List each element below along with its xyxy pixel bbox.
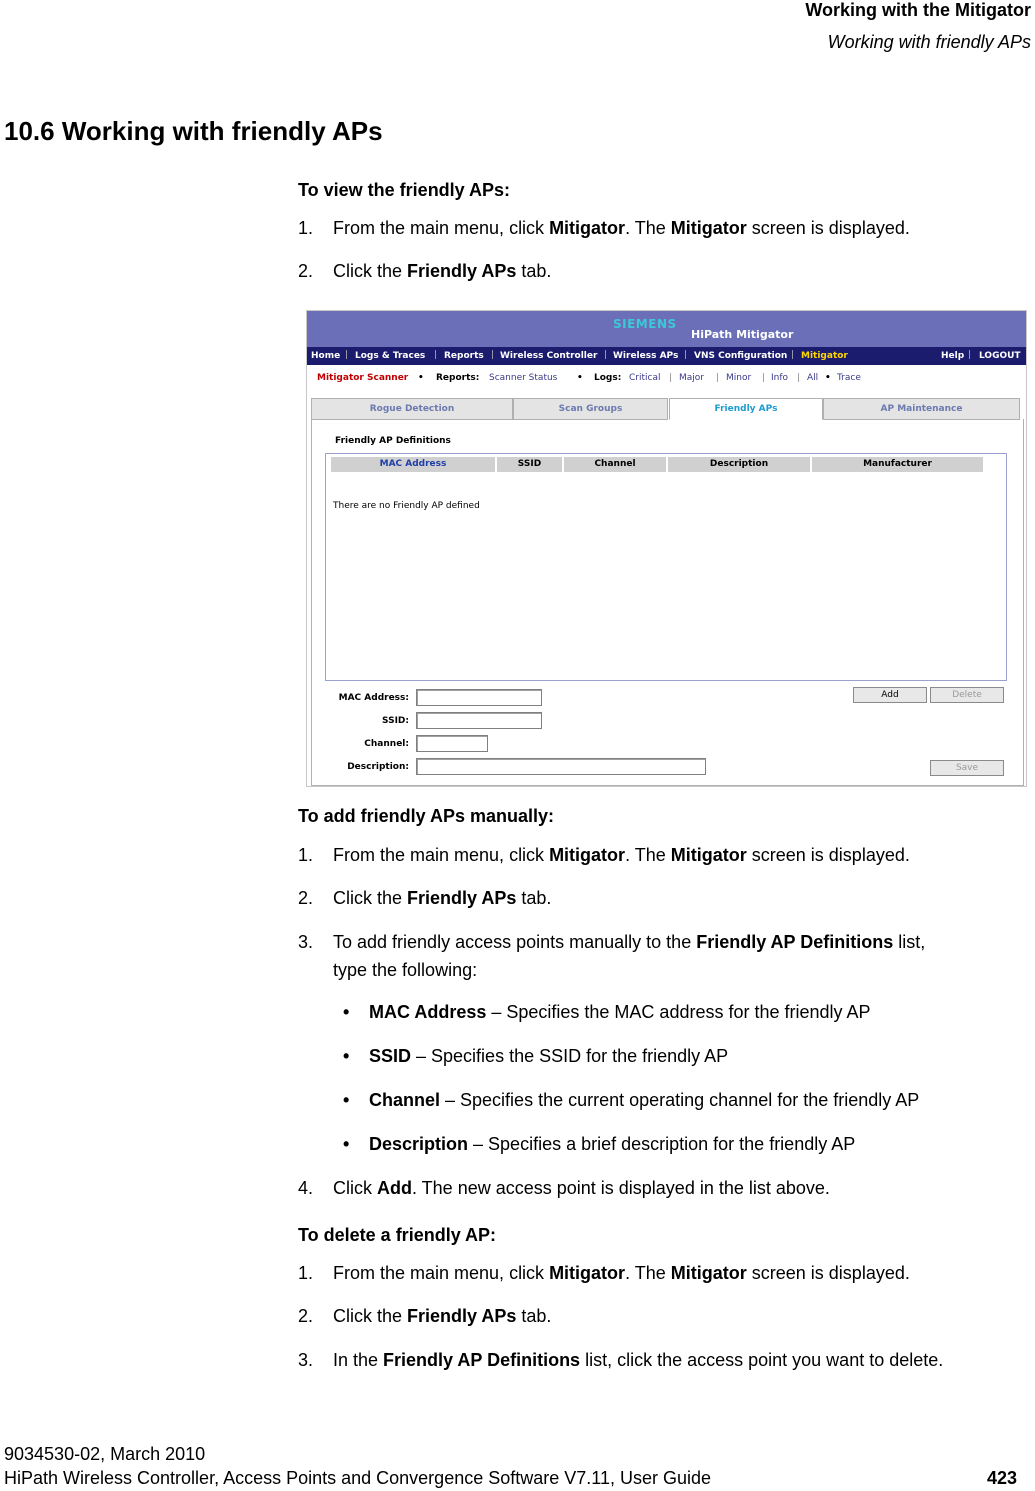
add-step-2 — [298, 884, 1033, 912]
delete-step-1 — [298, 1259, 1033, 1287]
step-number: 3. — [298, 932, 314, 952]
ui-term: Friendly AP Definitions — [383, 1350, 581, 1370]
section-title: 10.6 Working with friendly APs — [4, 116, 383, 146]
add-step-3 — [298, 928, 1033, 984]
subnav-bullet: • — [577, 373, 583, 383]
main-nav: Home | Logs & Traces | Reports | Wireless Controller | Wireless APs | VNS Configuration | Mitigator Help | LOGOUT — [307, 347, 1026, 365]
delete-button[interactable]: Delete — [930, 687, 1004, 703]
step-text: . The — [625, 1263, 671, 1283]
running-header-title: Working with the Mitigator — [805, 0, 1031, 20]
page-number: 423 — [986, 1468, 1017, 1488]
step-text: list, — [893, 932, 926, 952]
step-number: 2. — [298, 261, 314, 281]
ui-term: Friendly AP Definitions — [696, 932, 894, 952]
step-text: Click the — [333, 888, 408, 908]
step-text: In the — [333, 1350, 384, 1370]
bullet-mac-address — [343, 1002, 871, 1023]
bullet-dot: • — [343, 1002, 350, 1022]
step-number: 1. — [298, 845, 314, 865]
ui-term: SSID — [369, 1046, 412, 1066]
add-step-1 — [298, 841, 1033, 869]
bullet-dot: • — [343, 1134, 350, 1154]
step-text: screen is displayed. — [746, 218, 910, 238]
ui-term: Mitigator — [670, 1263, 747, 1283]
subnav-mitigator-scanner[interactable]: Mitigator Scanner — [317, 373, 409, 383]
add-step-4 — [298, 1174, 1033, 1202]
step-text: tab. — [516, 261, 552, 281]
step-text: tab. — [516, 1306, 552, 1326]
nav-wireless-controller[interactable]: Wireless Controller — [500, 351, 598, 361]
step-number: 2. — [298, 1306, 314, 1326]
subnav-all[interactable]: All — [807, 373, 819, 383]
step-number: 1. — [298, 1263, 314, 1283]
subnav-major[interactable]: Major — [679, 373, 704, 383]
subnav-info[interactable]: Info — [771, 373, 789, 383]
delete-heading: To delete a friendly AP: — [298, 1225, 497, 1245]
nav-wireless-aps[interactable]: Wireless APs — [613, 351, 679, 361]
view-step-1 — [298, 214, 1033, 242]
bullet-description — [343, 1134, 855, 1155]
subnav-minor[interactable]: Minor — [726, 373, 752, 383]
ui-term: MAC Address — [369, 1002, 487, 1022]
subnav-logs-label: Logs: — [594, 373, 622, 383]
ui-term: Friendly APs — [407, 888, 517, 908]
step-number: 2. — [298, 888, 314, 908]
subnav-reports-label: Reports: — [436, 373, 480, 383]
step-text: . The new access point is displayed in the list above. — [412, 1178, 830, 1198]
column-mac-address[interactable]: MAC Address — [331, 457, 495, 472]
step-text: Click — [333, 1178, 377, 1198]
nav-reports[interactable]: Reports — [444, 351, 484, 361]
step-text: screen is displayed. — [746, 1263, 910, 1283]
bullet-ssid — [343, 1046, 728, 1067]
delete-step-3 — [298, 1346, 1033, 1374]
add-button[interactable]: Add — [853, 687, 927, 703]
footer-guide-title: HiPath Wireless Controller, Access Points and Convergence Software V7.11, User Guide — [4, 1468, 712, 1488]
tab-friendly-aps[interactable]: Friendly APs — [669, 398, 823, 420]
ui-term: Add — [377, 1178, 412, 1198]
subnav-bullet: • — [418, 373, 424, 383]
channel-input[interactable] — [416, 735, 488, 752]
step-number: 3. — [298, 1350, 314, 1370]
step-text: From the main menu, click — [333, 1263, 550, 1283]
step-text: . The — [625, 845, 671, 865]
view-step-2 — [298, 257, 1033, 285]
step-text: list, click the access point you want to delete. — [580, 1350, 944, 1370]
bullet-dot: • — [343, 1046, 350, 1066]
nav-logout[interactable]: LOGOUT — [979, 351, 1021, 361]
view-heading: To view the friendly APs: — [298, 180, 511, 200]
sub-nav: Mitigator Scanner • Reports: Scanner Status • Logs: Critical | Major | Minor | Info | All • Trace — [317, 373, 861, 383]
product-name: HiPath Mitigator — [691, 328, 794, 341]
ui-term: Friendly APs — [407, 1306, 517, 1326]
step-text: From the main menu, click — [333, 845, 550, 865]
bullet-text: – Specifies a brief description for the friendly AP — [468, 1134, 856, 1154]
tab-scan-groups[interactable]: Scan Groups — [513, 398, 668, 420]
ui-term: Mitigator — [549, 1263, 626, 1283]
subnav-bullet: • — [825, 373, 831, 383]
running-header-subtitle: Working with friendly APs — [827, 32, 1031, 52]
ui-term: Friendly APs — [407, 261, 517, 281]
ui-term: Mitigator — [549, 845, 626, 865]
bullet-channel — [343, 1090, 919, 1111]
step-text: Click the — [333, 261, 408, 281]
friendly-ap-list[interactable] — [325, 453, 1007, 681]
empty-list-message: There are no Friendly AP defined — [333, 501, 480, 511]
bullet-text: – Specifies the SSID for the friendly AP — [411, 1046, 729, 1066]
ui-term: Mitigator — [670, 845, 747, 865]
ui-term: Mitigator — [670, 218, 747, 238]
step-text: From the main menu, click — [333, 218, 550, 238]
bullet-text: – Specifies the MAC address for the friendly AP — [486, 1002, 871, 1022]
ssid-label: SSID: — [382, 716, 409, 726]
save-button[interactable]: Save — [930, 760, 1004, 776]
nav-mitigator[interactable]: Mitigator — [801, 351, 848, 361]
step-text: screen is displayed. — [746, 845, 910, 865]
description-label: Description: — [347, 762, 409, 772]
nav-vns-configuration[interactable]: VNS Configuration — [694, 351, 788, 361]
ui-term: Description — [369, 1134, 469, 1154]
column-channel[interactable]: Channel — [564, 457, 666, 472]
mac-address-label: MAC Address: — [338, 693, 409, 703]
tab-rogue-detection[interactable]: Rogue Detection — [311, 398, 513, 420]
footer-docid: 9034530-02, March 2010 — [4, 1444, 206, 1464]
step-text: tab. — [516, 888, 552, 908]
subnav-critical[interactable]: Critical — [629, 373, 661, 383]
step-number: 1. — [298, 218, 314, 238]
subnav-scanner-status[interactable]: Scanner Status — [489, 373, 558, 383]
step-number: 4. — [298, 1178, 314, 1198]
ssid-input[interactable] — [416, 712, 542, 729]
subnav-trace[interactable]: Trace — [837, 373, 861, 383]
column-description[interactable]: Description — [668, 457, 810, 472]
mac-address-input[interactable] — [416, 689, 542, 706]
mitigator-screenshot — [306, 310, 1027, 787]
bullet-text: – Specifies the current operating channel for the friendly AP — [440, 1090, 920, 1110]
app-banner — [307, 311, 1026, 347]
description-input[interactable] — [416, 758, 706, 775]
brand-logo: SIEMENS — [613, 317, 677, 331]
step-text: To add friendly access points manually to the — [333, 932, 697, 952]
delete-step-2 — [298, 1302, 1033, 1330]
add-heading: To add friendly APs manually: — [298, 806, 555, 826]
nav-home[interactable]: Home — [311, 351, 341, 361]
nav-logs-traces[interactable]: Logs & Traces — [355, 351, 426, 361]
channel-label: Channel: — [364, 739, 409, 749]
column-ssid[interactable]: SSID — [497, 457, 562, 472]
step-text: . The — [625, 218, 671, 238]
ui-term: Mitigator — [549, 218, 626, 238]
column-manufacturer[interactable]: Manufacturer — [812, 457, 983, 472]
ui-term: Channel — [369, 1090, 441, 1110]
step-continuation: type the following: — [333, 960, 478, 980]
tab-ap-maintenance[interactable]: AP Maintenance — [823, 398, 1020, 420]
bullet-dot: • — [343, 1090, 350, 1110]
step-text: Click the — [333, 1306, 408, 1326]
friendly-ap-definitions-title: Friendly AP Definitions — [335, 436, 451, 446]
nav-help[interactable]: Help — [941, 351, 965, 361]
